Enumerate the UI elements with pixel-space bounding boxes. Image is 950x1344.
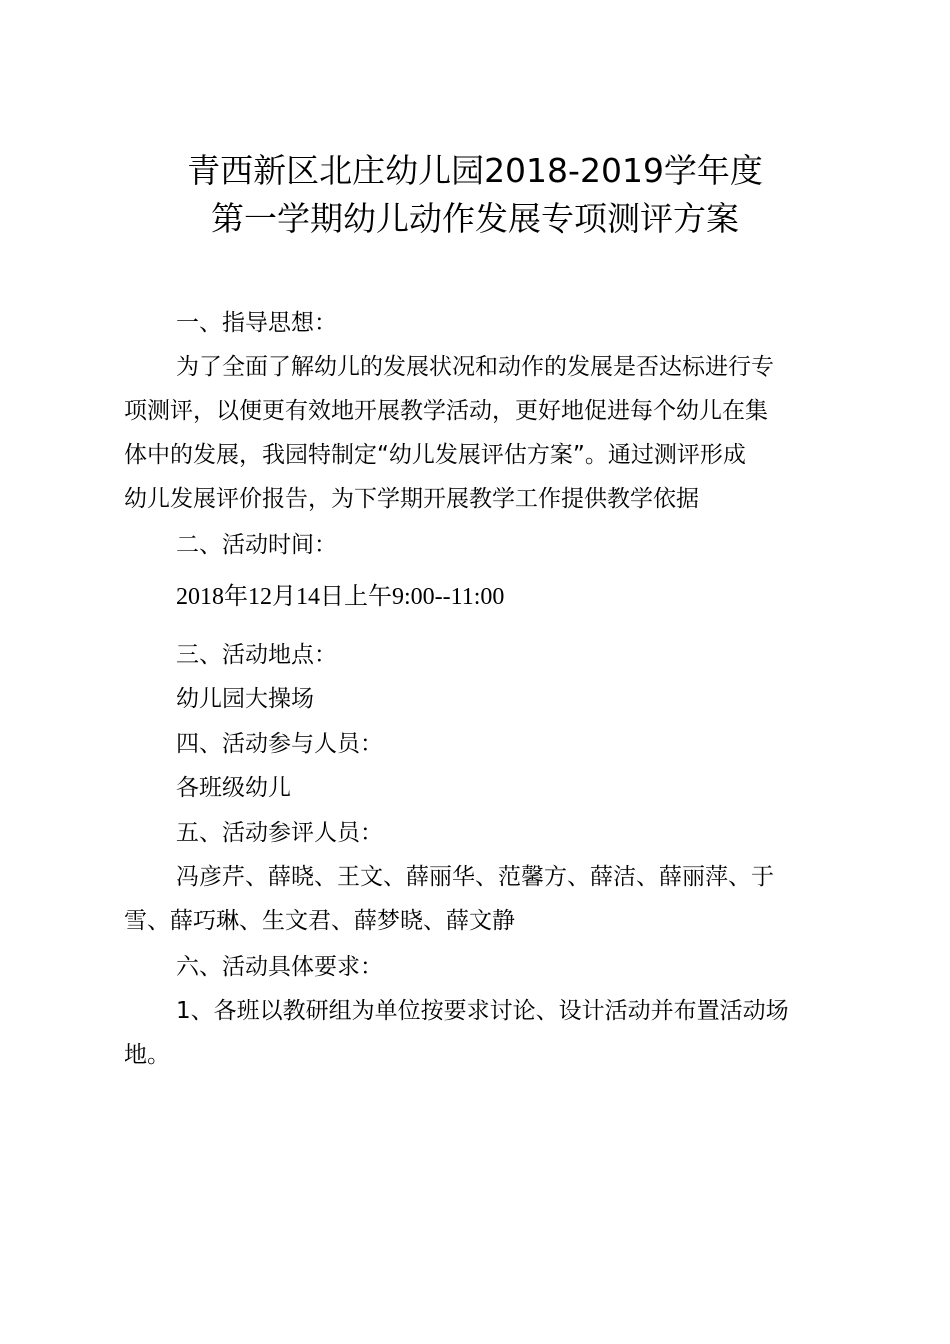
section-1-paragraph-line-2: 项测评，以便更有效地开展教学活动，更好地促进每个幼儿在集 xyxy=(124,398,768,424)
section-6-heading: 六、活动具体要求： xyxy=(176,954,383,980)
section-1-paragraph-line-3: 体中的发展，我园特制定“幼儿发展评估方案”。通过测评形成 xyxy=(124,442,746,468)
document-title-line-2: 第一学期幼儿动作发展专项测评方案 xyxy=(211,199,739,238)
section-5-heading: 五、活动参评人员： xyxy=(176,820,383,846)
activity-location: 幼儿园大操场 xyxy=(176,686,314,712)
section-3-heading: 三、活动地点： xyxy=(176,642,337,668)
activity-time: 2018年12月14日上午9:00--11:00 xyxy=(176,584,505,610)
document-title-line-1: 青西新区北庄幼儿园2018-2019学年度 xyxy=(187,151,763,190)
section-1-heading: 一、指导思想： xyxy=(176,310,337,336)
evaluators-line-1: 冯彦芹、薛晓、王文、薛丽华、范馨方、薛洁、薛丽萍、于 xyxy=(176,864,774,890)
section-1-paragraph-line-1: 为了全面了解幼儿的发展状况和动作的发展是否达标进行专 xyxy=(176,354,774,380)
requirement-1-line-2: 地。 xyxy=(124,1042,170,1068)
evaluators-line-2: 雪、薛巧琳、生文君、薛梦晓、薛文静 xyxy=(124,908,515,934)
section-1-paragraph-line-4: 幼儿发展评价报告，为下学期开展教学工作提供教学依据 xyxy=(124,486,699,512)
activity-participants: 各班级幼儿 xyxy=(176,775,291,801)
section-4-heading: 四、活动参与人员： xyxy=(176,731,383,757)
section-2-heading: 二、活动时间： xyxy=(176,532,337,558)
requirement-1-line-1: 1、各班以教研组为单位按要求讨论、设计活动并布置活动场 xyxy=(176,998,789,1024)
